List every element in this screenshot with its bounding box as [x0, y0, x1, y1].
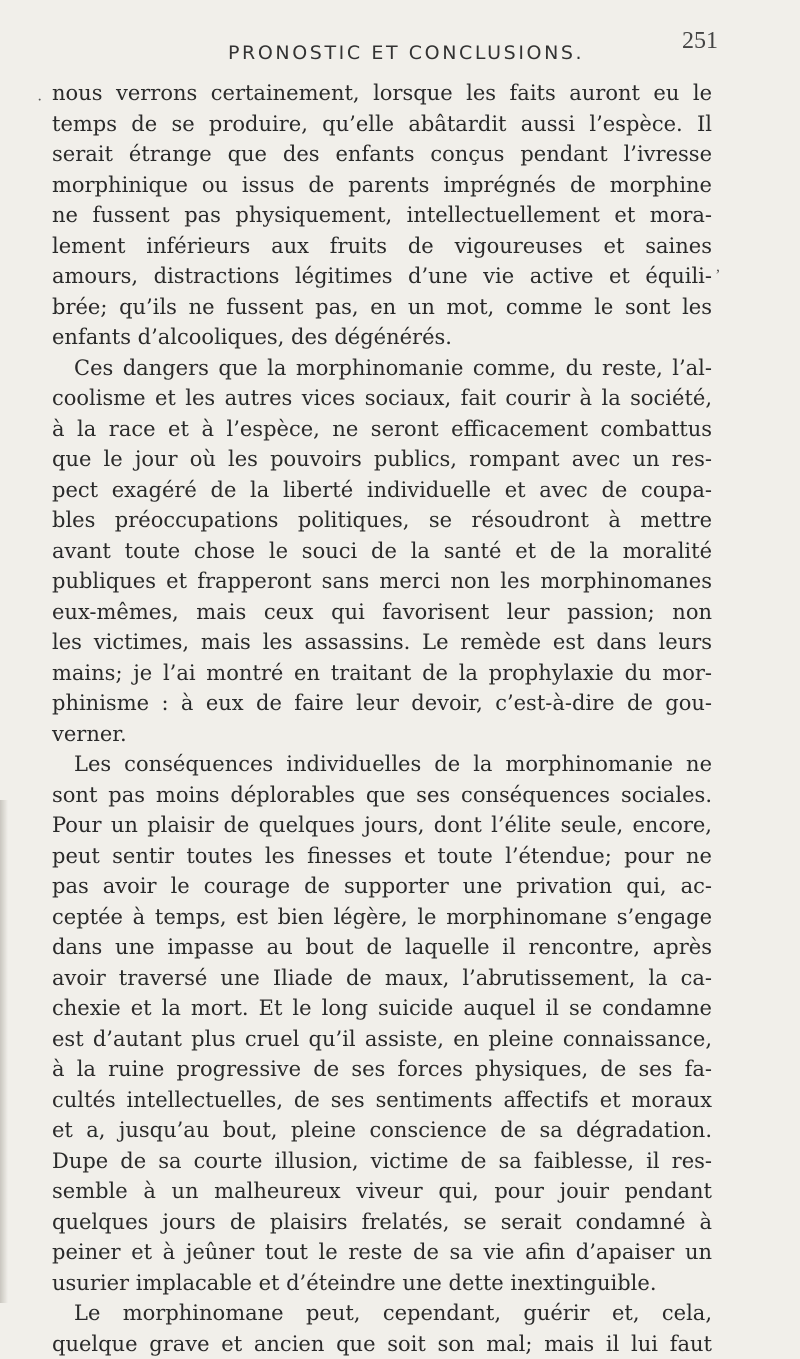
text-line: dans une impasse au bout de laquelle il rencontre, après: [52, 932, 712, 963]
margin-dot-mark: ·: [37, 92, 42, 110]
text-line: Ces dangers que la morphinomanie comme, du reste, l’al-: [52, 353, 712, 384]
text-line: à la race et à l’espèce, ne seront efficacement combattus: [52, 414, 712, 445]
text-line: avoir traversé une Iliade de maux, l’abrutissement, la ca-: [52, 963, 712, 994]
text-line: les victimes, mais les assassins. Le remède est dans leurs: [52, 627, 712, 658]
text-line: avant toute chose le souci de la santé et de la moralité: [52, 536, 712, 567]
text-line: nous verrons certainement, lorsque les faits auront eu le: [52, 78, 712, 109]
text-line: Pour un plaisir de quelques jours, dont l’élite seule, encore,: [52, 810, 712, 841]
text-line: est d’autant plus cruel qu’il assiste, en pleine connaissance,: [52, 1024, 712, 1055]
text-line: et a, jusqu’au bout, pleine conscience de sa dégradation.: [52, 1115, 712, 1146]
text-line: chexie et la mort. Et le long suicide auquel il se condamne: [52, 993, 712, 1024]
text-line: Les conséquences individuelles de la morphinomanie ne: [52, 749, 712, 780]
text-line: sont pas moins déplorables que ses conséquences sociales.: [52, 780, 712, 811]
text-line: lement inférieurs aux fruits de vigoureuses et saines: [52, 231, 712, 262]
margin-comma-mark: ,: [716, 258, 720, 276]
text-line: que le jour où les pouvoirs publics, rompant avec un res-: [52, 444, 712, 475]
text-line: Dupe de sa courte illusion, victime de sa faiblesse, il res-: [52, 1146, 712, 1177]
text-line: ceptée à temps, est bien légère, le morphinomane s’engage: [52, 902, 712, 933]
page-header: [0, 42, 800, 72]
body-text: [52, 78, 712, 1359]
text-line: peiner et à jeûner tout le reste de sa vie afin d’apaiser un: [52, 1237, 712, 1268]
text-line: bles préoccupations politiques, se résoudront à mettre: [52, 505, 712, 536]
text-line: pect exagéré de la liberté individuelle et avec de coupa-: [52, 475, 712, 506]
running-title: PRONOSTIC ET CONCLUSIONS.: [228, 42, 584, 64]
text-line: temps de se produire, qu’elle abâtardit aussi l’espèce. Il: [52, 109, 712, 140]
text-line: mains; je l’ai montré en traitant de la prophylaxie du mor-: [52, 658, 712, 689]
text-line: peut sentir toutes les finesses et toute l’étendue; pour ne: [52, 841, 712, 872]
text-line: coolisme et les autres vices sociaux, fait courir à la société,: [52, 383, 712, 414]
page-edge-shadow: [0, 800, 8, 1303]
text-line: verner.: [52, 719, 712, 750]
text-line: quelques jours de plaisirs frelatés, se serait condamné à: [52, 1207, 712, 1238]
text-line: eux-mêmes, mais ceux qui favorisent leur passion; non: [52, 597, 712, 628]
text-line: semble à un malheureux viveur qui, pour jouir pendant: [52, 1176, 712, 1207]
text-line: usurier implacable et d’éteindre une dette inextinguible.: [52, 1268, 712, 1299]
text-line: ne fussent pas physiquement, intellectuellement et mora-: [52, 200, 712, 231]
text-line: quelque grave et ancien que soit son mal; mais il lui faut: [52, 1329, 712, 1359]
text-line: publiques et frapperont sans merci non les morphinomanes: [52, 566, 712, 597]
text-line: serait étrange que des enfants conçus pendant l’ivresse: [52, 139, 712, 170]
text-line: à la ruine progressive de ses forces physiques, de ses fa-: [52, 1054, 712, 1085]
text-line: Le morphinomane peut, cependant, guérir et, cela,: [52, 1298, 712, 1329]
page-number: 251: [682, 28, 718, 55]
text-line: morphinique ou issus de parents imprégnés de morphine: [52, 170, 712, 201]
text-line: amours, distractions légitimes d’une vie active et équili-: [52, 261, 712, 292]
text-line: enfants d’alcooliques, des dégénérés.: [52, 322, 712, 353]
text-line: pas avoir le courage de supporter une privation qui, ac-: [52, 871, 712, 902]
text-line: phinisme : à eux de faire leur devoir, c’est-à-dire de gou-: [52, 688, 712, 719]
text-line: cultés intellectuelles, de ses sentiments affectifs et moraux: [52, 1085, 712, 1116]
text-line: brée; qu’ils ne fussent pas, en un mot, comme le sont les: [52, 292, 712, 323]
